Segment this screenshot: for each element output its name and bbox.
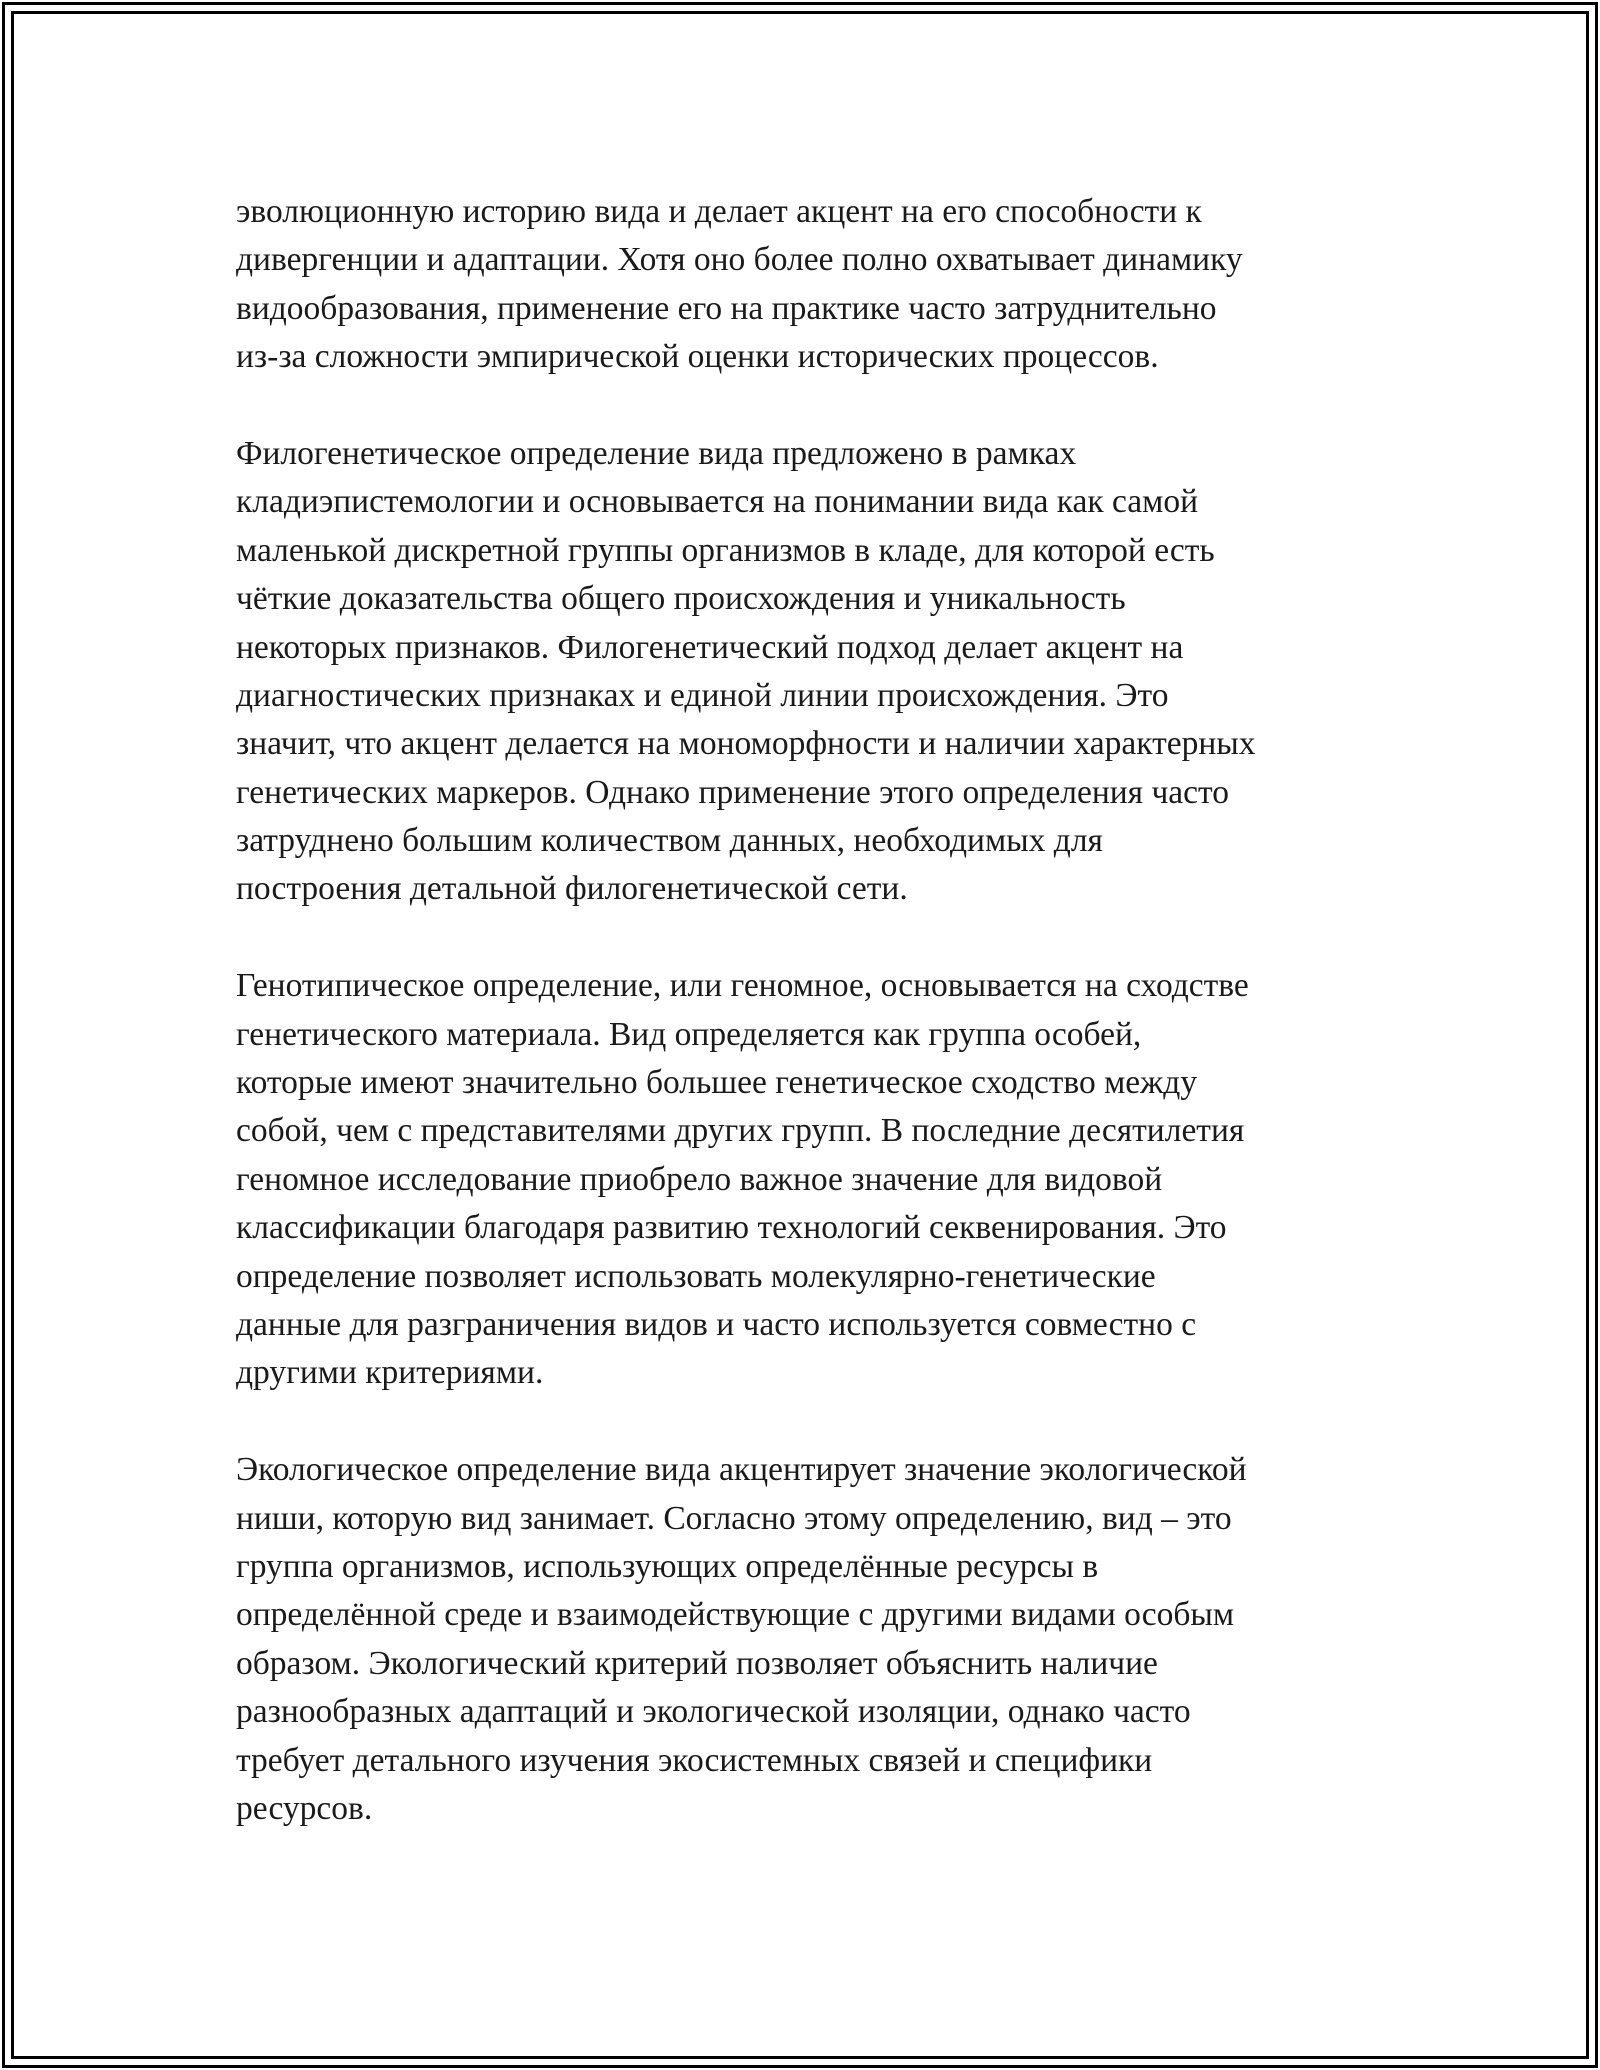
text-line: классификации благодаря развитию технологий секвенирования. Это xyxy=(236,1209,1227,1247)
text-line: данные для разграничения видов и часто используется совместно с xyxy=(236,1305,1197,1343)
text-line: эволюционную историю вида и делает акцент на его способности к xyxy=(236,193,1202,230)
text-line: Филогенетическое определение вида предложено в рамках xyxy=(236,434,1077,472)
document-body xyxy=(236,188,1386,1833)
text-line: ниши, которую вид занимает. Согласно этому определению, вид – это xyxy=(236,1499,1232,1537)
text-line: видообразования, применение его на практике часто затруднительно xyxy=(236,289,1217,327)
text-line: другими критериями. xyxy=(236,1354,544,1392)
text-line: требует детального изучения экосистемных связей и специфики xyxy=(236,1741,1153,1779)
paragraph-ecological-definition xyxy=(236,1446,1386,1833)
text-line: образом. Экологический критерий позволяет объяснить наличие xyxy=(236,1644,1158,1682)
text-line: собой, чем с представителями других групп. В последние десятилетия xyxy=(236,1112,1245,1150)
text-line: определение позволяет использовать молекулярно-генетические xyxy=(236,1257,1156,1295)
paragraph-evolutionary-definition xyxy=(236,188,1386,382)
text-line: ресурсов. xyxy=(236,1789,373,1827)
text-line: генетического материала. Вид определяется как группа особей, xyxy=(236,1015,1142,1053)
text-line: геномное исследование приобрело важное значение для видовой xyxy=(236,1160,1163,1198)
text-line: маленькой дискретной группы организмов в кладе, для которой есть xyxy=(236,531,1215,569)
text-line: группа организмов, использующих определённые ресурсы в xyxy=(236,1547,1099,1585)
text-line: диагностических признаках и единой линии происхождения. Это xyxy=(236,676,1169,714)
text-line: Экологическое определение вида акцентирует значение экологической xyxy=(236,1451,1247,1489)
text-line: кладиэпистемологии и основывается на понимании вида как самой xyxy=(236,483,1199,521)
text-line: значит, что акцент делается на мономорфности и наличии характерных xyxy=(236,725,1256,763)
text-line: дивергенции и адаптации. Хотя оно более полно охватывает динамику xyxy=(236,241,1243,279)
paragraph-genotypic-definition xyxy=(236,962,1386,1398)
text-line: которые имеют значительно большее генетическое сходство между xyxy=(236,1064,1198,1102)
text-line: построения детальной филогенетической сети. xyxy=(236,870,908,908)
text-line: затруднено большим количеством данных, необходимых для xyxy=(236,822,1103,860)
text-line: некоторых признаков. Филогенетический подход делает акцент на xyxy=(236,628,1184,666)
text-line: генетических маркеров. Однако применение этого определения часто xyxy=(236,773,1229,811)
text-line: определённой среде и взаимодействующие с другими видами особым xyxy=(236,1596,1235,1634)
text-line: Генотипическое определение, или геномное, основывается на сходстве xyxy=(236,967,1249,1005)
text-line: из-за сложности эмпирической оценки исторических процессов. xyxy=(236,338,1159,376)
paragraph-phylogenetic-definition xyxy=(236,430,1386,914)
text-line: разнообразных адаптаций и экологической изоляции, однако часто xyxy=(236,1693,1191,1731)
text-line: чёткие доказательства общего происхождения и уникальность xyxy=(236,580,1126,618)
